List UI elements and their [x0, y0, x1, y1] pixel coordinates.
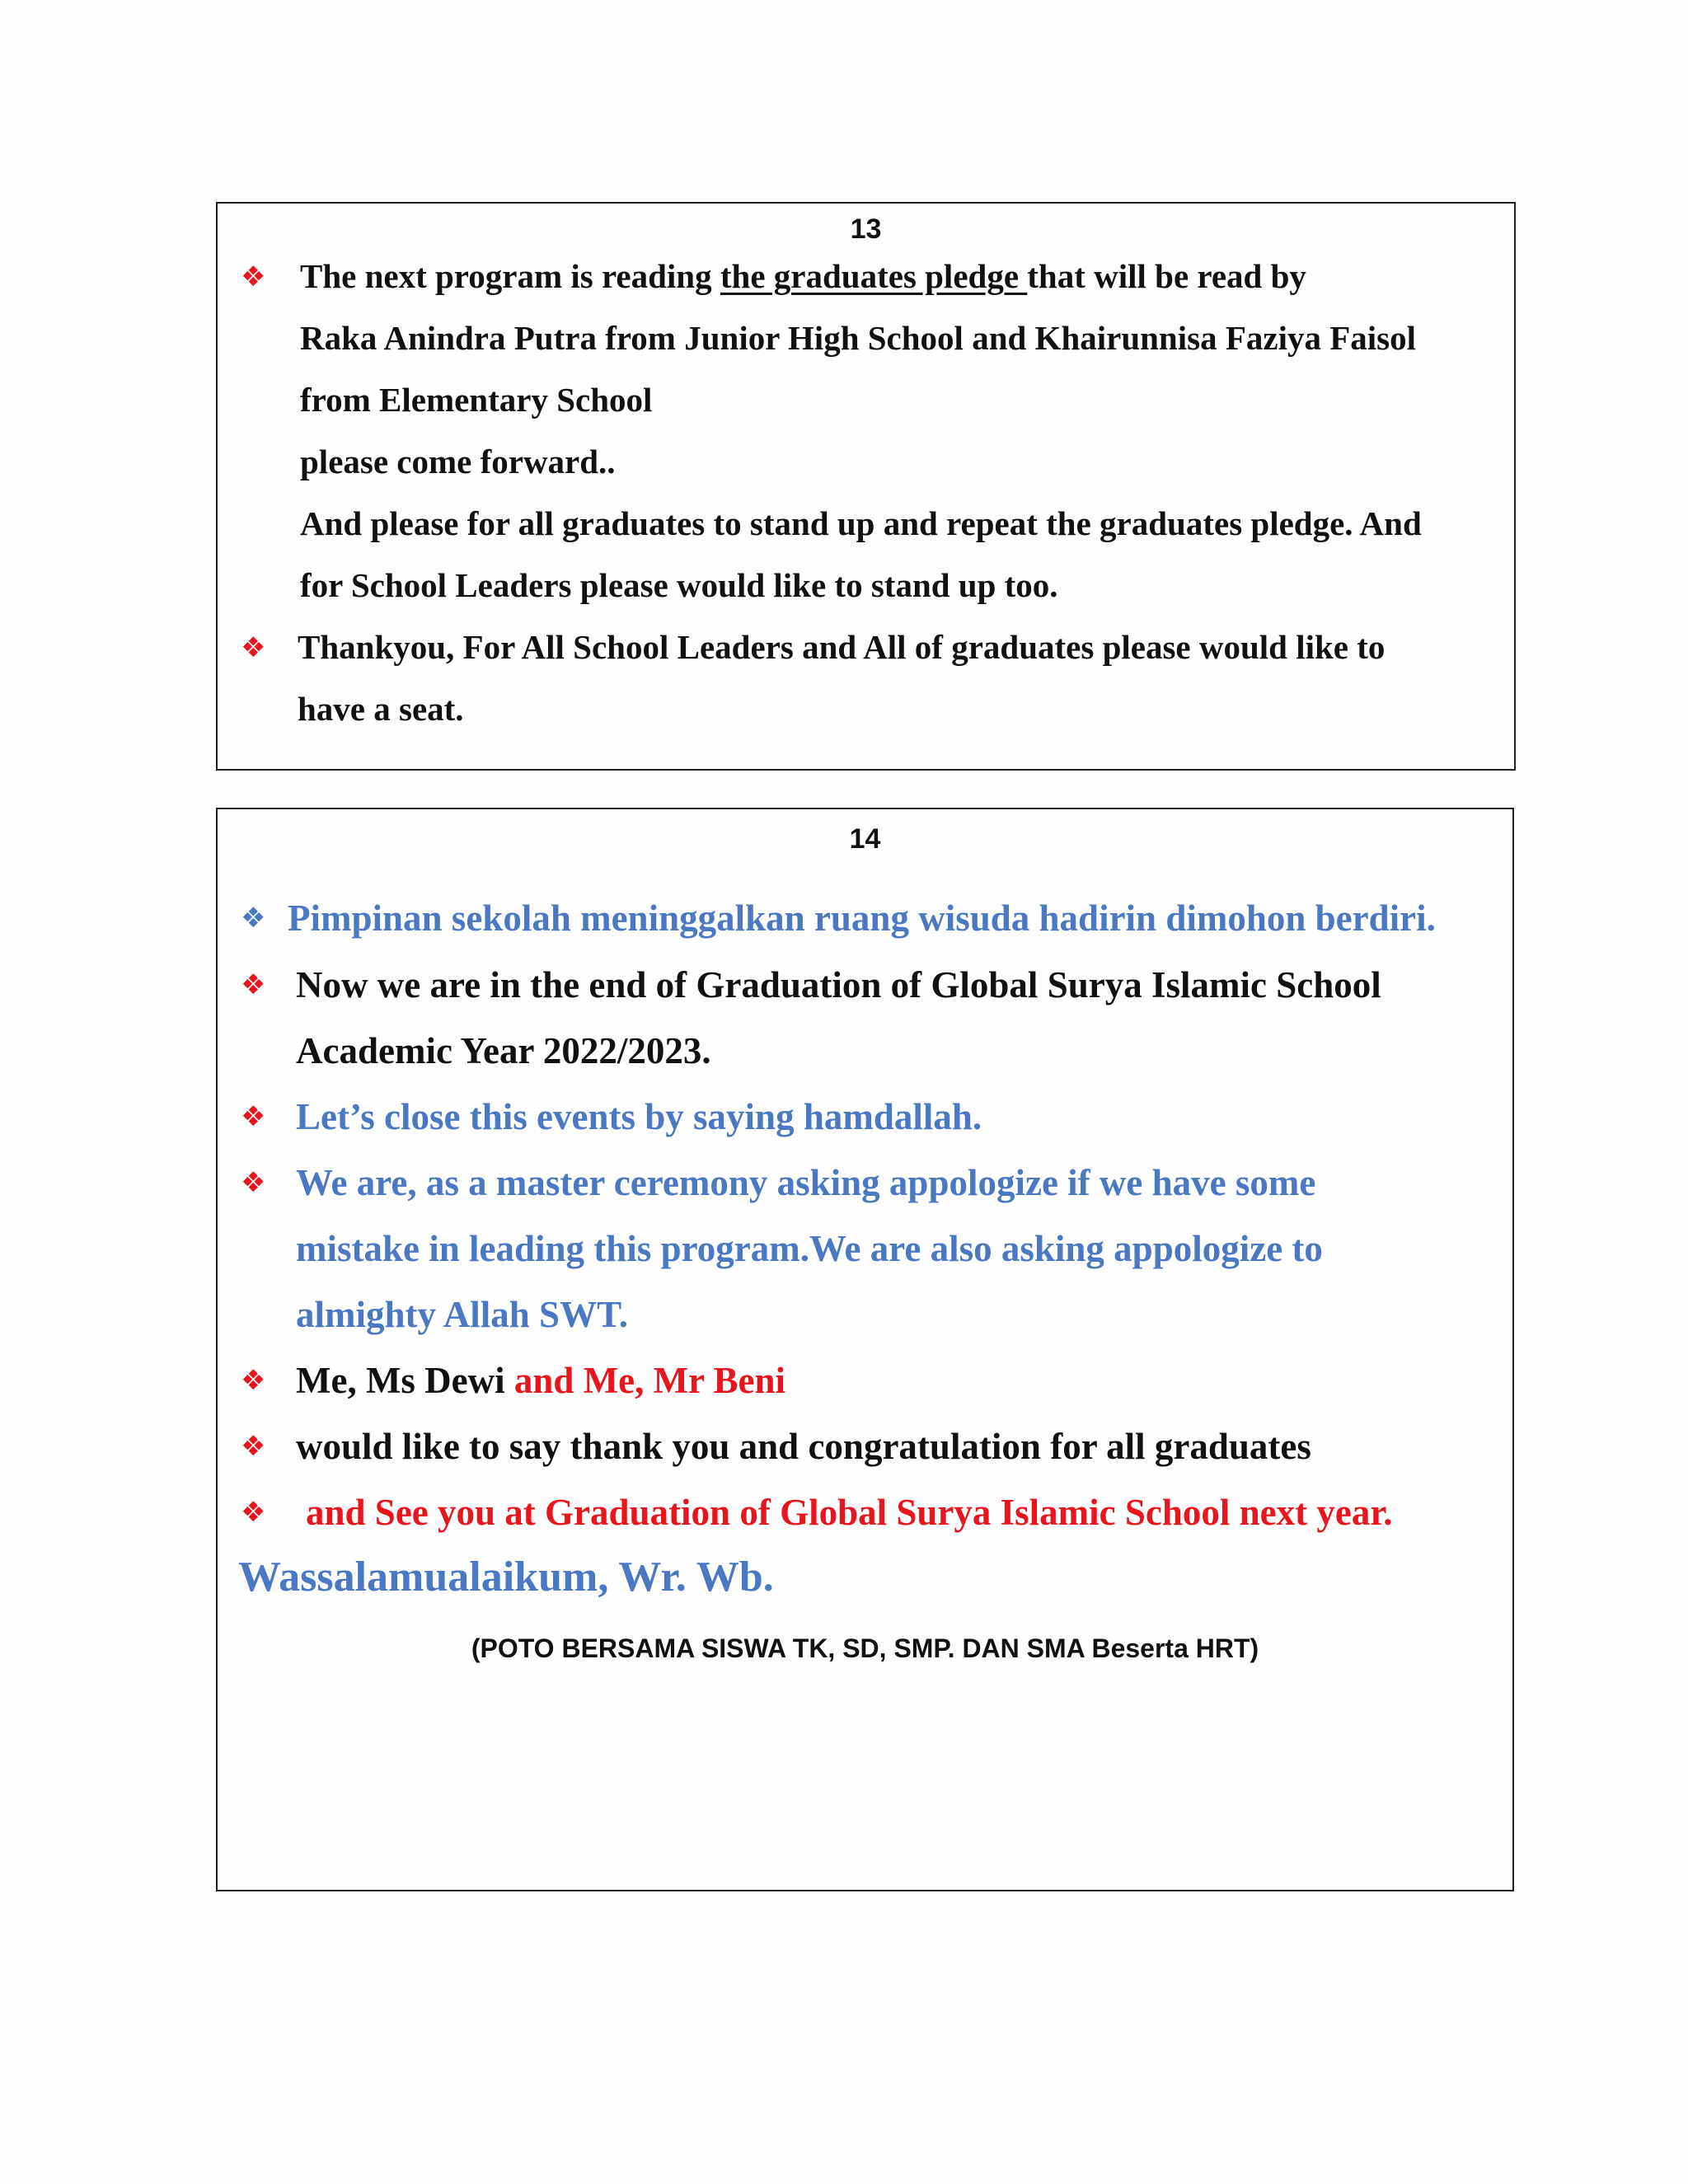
pledge-line-6: for School Leaders please would like to stand up too. — [300, 566, 1058, 604]
end-line-1: Now we are in the end of Graduation of Global Surya Islamic School — [296, 964, 1381, 1005]
diamond-bullet-icon: ❖ — [241, 631, 266, 664]
diamond-bullet-icon: ❖ — [241, 968, 266, 1001]
closing-greeting: Wassalamualaikum, Wr. Wb. — [238, 1554, 774, 1601]
graduates-pledge-text: the graduates pledge — [720, 257, 1028, 295]
pledge-line-3: from Elementary School — [300, 381, 653, 419]
section-number: 14 — [849, 823, 881, 855]
pledge-line-1: The next program is reading the graduates pledge that will be read by — [300, 257, 1306, 295]
diamond-bullet-icon: ❖ — [241, 1430, 266, 1463]
pimpinan-line: Pimpinan sekolah meninggalkan ruang wisuda hadirin dimohon berdiri. — [288, 898, 1436, 939]
thanks-line: would like to say thank you and congratulation for all graduates — [296, 1426, 1311, 1467]
diamond-bullet-icon: ❖ — [241, 1166, 266, 1199]
section-14-box — [216, 808, 1514, 1891]
see-you-line: and See you at Graduation of Global Surya Islamic School next year. — [306, 1492, 1393, 1533]
apology-line-2: mistake in leading this program.We are also asking appologize to — [296, 1228, 1323, 1269]
pledge-line-5: And please for all graduates to stand up and repeat the graduates pledge. And — [300, 504, 1422, 542]
section-13-box — [216, 202, 1516, 771]
diamond-bullet-icon: ❖ — [241, 260, 266, 293]
thankyou-line-1: Thankyou, For All School Leaders and All of graduates please would like to — [298, 628, 1386, 666]
diamond-bullet-icon: ❖ — [241, 1100, 266, 1133]
diamond-bullet-icon: ❖ — [241, 1496, 266, 1529]
section-number: 13 — [850, 213, 882, 245]
hosts-line: Me, Ms Dewi and Me, Mr Beni — [296, 1360, 786, 1401]
pledge-line-4: please come forward.. — [300, 443, 616, 480]
diamond-bullet-icon: ❖ — [241, 1364, 266, 1397]
hamdallah-line: Let’s close this events by saying hamdallah. — [296, 1096, 982, 1137]
end-line-2: Academic Year 2022/2023. — [296, 1030, 711, 1071]
apology-line-3: almighty Allah SWT. — [296, 1294, 629, 1335]
photo-caption: (POTO BERSAMA SISWA TK, SD, SMP. DAN SMA Beserta HRT) — [471, 1633, 1259, 1663]
apology-line-1: We are, as a master ceremony asking appologize if we have some — [296, 1162, 1316, 1203]
pledge-line-2: Raka Anindra Putra from Junior High School and Khairunnisa Faziya Faisol — [300, 319, 1417, 357]
thankyou-line-2: have a seat. — [298, 690, 464, 728]
diamond-bullet-icon: ❖ — [241, 902, 266, 935]
